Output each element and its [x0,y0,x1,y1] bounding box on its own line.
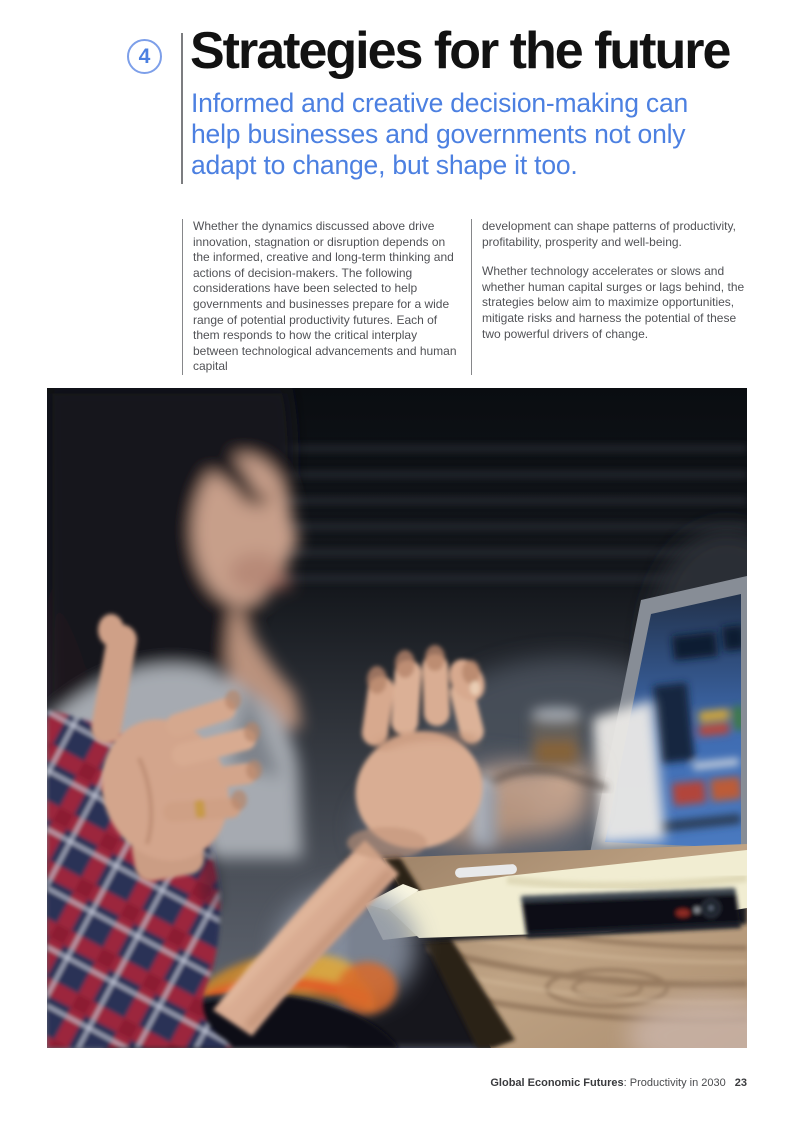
page-title: Strategies for the future [190,22,730,80]
chapter-number: 4 [138,44,151,68]
body-columns [182,219,748,375]
body-paragraph: Whether technology accelerates or slows and whether human capital surges or lags behind, the strategies below aim to maximize opportunities, mitigate risks and harness the potential of these two powerful drivers of change. [482,264,745,341]
page-subtitle: Informed and creative decision-making can help businesses and governments not only adapt to change, but shape it too. [191,88,689,180]
page-footer [490,1077,747,1089]
body-paragraph: development can shape patterns of productivity, profitability, prosperity and well-being. [482,219,736,249]
ring [194,800,206,819]
footer-report-subtitle: : Productivity in 2030 [623,1077,726,1089]
footer-report-title: Global Economic Futures [490,1077,624,1089]
chapter-number-badge [127,39,162,74]
meeting-photo [47,388,747,1048]
body-column-1 [182,219,459,375]
body-paragraph: Whether the dynamics discussed above drive innovation, stagnation or disruption depends on the informed, creative and long-term thinking and actions of decision-makers. The following considerations have been selected to help governments and businesses prepare for a wide range of potential productivity futures. Each of them responds to how the critical interplay between technological advancements and human capital [193,219,457,374]
body-column-2 [471,219,748,375]
title-divider [181,33,183,184]
drinking-glass [531,707,581,766]
page-number: 23 [734,1077,747,1089]
